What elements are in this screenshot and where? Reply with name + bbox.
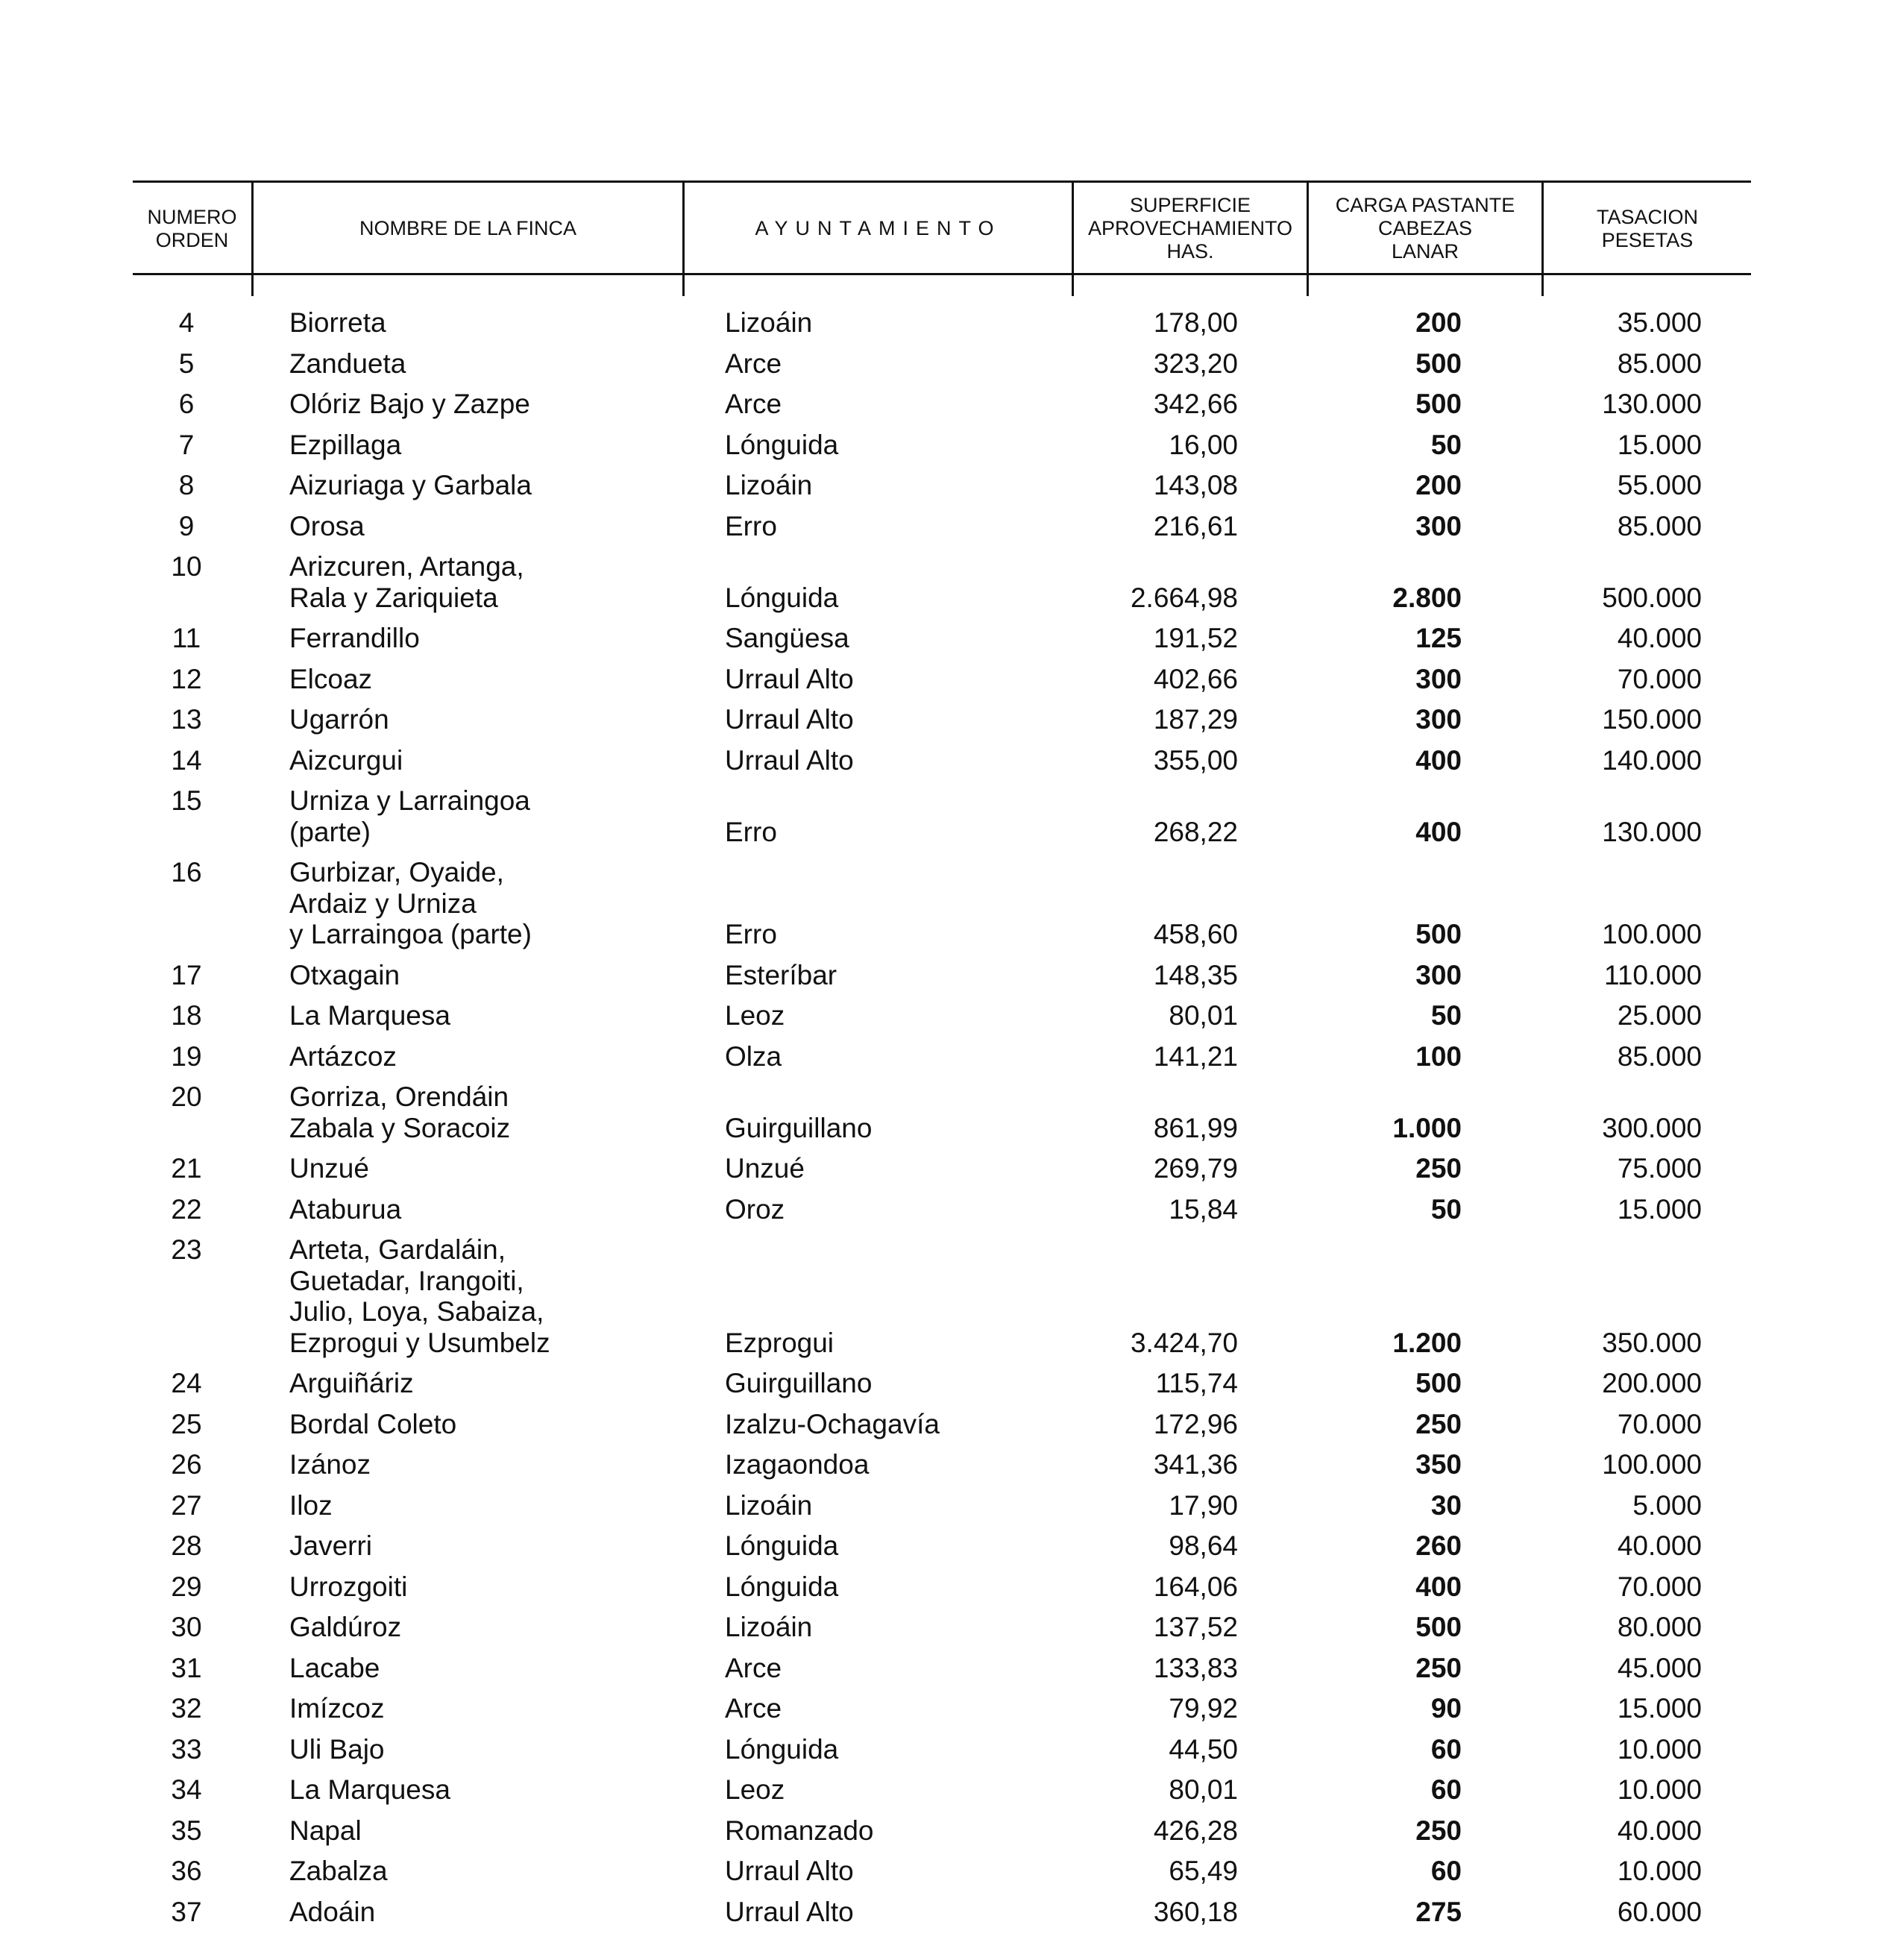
- cell-nombre: Artázcoz: [289, 1040, 397, 1072]
- cell-carga: 200: [1415, 470, 1462, 500]
- cell-superficie: 65,49: [1169, 1856, 1238, 1886]
- cell-numero: 31: [171, 1652, 202, 1683]
- table-row: [0, 1816, 1886, 1846]
- cell-ayuntamiento: Erro: [725, 919, 777, 949]
- table-row-continuation: [0, 1266, 1886, 1296]
- cell-nombre: Uli Bajo: [289, 1733, 385, 1765]
- table-row: [0, 1369, 1886, 1398]
- cell-superficie: 342,66: [1153, 389, 1238, 419]
- cell-nombre: La Marquesa: [289, 1774, 450, 1805]
- header-nombre-finca: NOMBRE DE LA FINCA: [359, 217, 577, 239]
- cell-nombre: Aizuriaga y Garbala: [289, 470, 532, 500]
- cell-nombre: Izánoz: [289, 1449, 371, 1480]
- cell-carga: 300: [1415, 663, 1462, 694]
- cell-numero: 12: [171, 663, 202, 694]
- cell-nombre: Arteta, Gardaláin,: [289, 1234, 506, 1265]
- cell-superficie: 402,66: [1153, 663, 1238, 694]
- cell-numero: 11: [172, 623, 201, 653]
- table-row: [0, 1042, 1886, 1072]
- cell-numero: 28: [171, 1530, 202, 1561]
- cell-superficie: 458,60: [1153, 919, 1238, 949]
- cell-numero: 8: [178, 470, 195, 500]
- cell-ayuntamiento: Arce: [725, 389, 782, 419]
- table-row: [0, 1410, 1886, 1439]
- cell-ayuntamiento: Ezprogui: [725, 1327, 834, 1358]
- cell-ayuntamiento: Lónguida: [725, 582, 839, 613]
- header-superficie: SUPERFICIE APROVECHAMIENTO HAS.: [1087, 194, 1293, 263]
- cell-numero: 29: [171, 1571, 202, 1602]
- cell-carga: 200: [1415, 307, 1462, 338]
- cell-tasacion: 70.000: [1617, 1408, 1702, 1439]
- cell-ayuntamiento: Leoz: [725, 1000, 785, 1031]
- table-row: [0, 1491, 1886, 1521]
- cell-superficie: 141,21: [1153, 1040, 1238, 1072]
- cell-carga: 500: [1415, 348, 1462, 379]
- cell-ayuntamiento: Romanzado: [725, 1815, 874, 1846]
- table-row: [0, 1235, 1886, 1265]
- cell-numero: 20: [171, 1081, 202, 1112]
- cell-nombre: Rala y Zariquieta: [289, 582, 498, 613]
- cell-tasacion: 60.000: [1617, 1896, 1702, 1927]
- table-row: [0, 389, 1886, 419]
- cell-tasacion: 70.000: [1617, 1571, 1702, 1602]
- cell-nombre: Gurbizar, Oyaide,: [289, 857, 504, 888]
- cell-superficie: 3.424,70: [1130, 1327, 1238, 1358]
- table-row: [0, 1531, 1886, 1561]
- table-row: [0, 1775, 1886, 1805]
- cell-ayuntamiento: Lónguida: [725, 429, 839, 460]
- table-row: [0, 1001, 1886, 1031]
- cell-tasacion: 110.000: [1604, 959, 1702, 990]
- cell-ayuntamiento: Unzué: [725, 1153, 805, 1184]
- cell-superficie: 164,06: [1153, 1571, 1238, 1602]
- cell-numero: 10: [171, 551, 202, 582]
- header-numero-orden: NUMERO ORDEN: [147, 205, 237, 251]
- cell-superficie: 861,99: [1153, 1112, 1238, 1143]
- cell-ayuntamiento: Erro: [725, 816, 777, 847]
- cell-superficie: 17,90: [1169, 1489, 1238, 1521]
- table-row: [0, 471, 1886, 500]
- cell-nombre: Zabala y Soracoiz: [289, 1112, 511, 1143]
- cell-nombre: Ataburua: [289, 1193, 402, 1225]
- cell-tasacion: 15.000: [1617, 1193, 1702, 1225]
- table-row: [0, 746, 1886, 776]
- cell-carga: 400: [1415, 744, 1462, 776]
- cell-carga: 90: [1430, 1693, 1462, 1724]
- cell-carga: 100: [1415, 1040, 1462, 1072]
- header-tasacion: TASACION PESETAS: [1596, 205, 1698, 251]
- table-row: [0, 1735, 1886, 1765]
- cell-tasacion: 150.000: [1602, 704, 1702, 735]
- cell-superficie: 137,52: [1153, 1612, 1238, 1642]
- table-row: [0, 430, 1886, 460]
- cell-tasacion: 75.000: [1617, 1153, 1702, 1184]
- cell-nombre: Zabalza: [289, 1856, 388, 1886]
- cell-nombre: Arizcuren, Artanga,: [289, 551, 524, 582]
- cell-nombre: Biorreta: [289, 307, 386, 338]
- cell-superficie: 133,83: [1153, 1652, 1238, 1683]
- cell-superficie: 80,01: [1169, 1000, 1238, 1031]
- cell-tasacion: 40.000: [1617, 1815, 1702, 1846]
- cell-tasacion: 10.000: [1617, 1733, 1702, 1765]
- cell-ayuntamiento: Lónguida: [725, 1733, 839, 1765]
- cell-numero: 23: [171, 1234, 202, 1265]
- cell-numero: 34: [171, 1774, 202, 1805]
- table-row: [0, 624, 1886, 653]
- cell-numero: 25: [171, 1408, 202, 1439]
- cell-tasacion: 45.000: [1617, 1652, 1702, 1683]
- cell-nombre: (parte): [289, 816, 371, 847]
- cell-superficie: 216,61: [1153, 510, 1238, 541]
- cell-ayuntamiento: Oroz: [725, 1193, 785, 1225]
- cell-carga: 275: [1415, 1896, 1462, 1927]
- cell-numero: 14: [171, 744, 202, 776]
- cell-tasacion: 100.000: [1602, 919, 1702, 949]
- cell-nombre: La Marquesa: [289, 1000, 450, 1031]
- table-row-continuation: [0, 1328, 1886, 1358]
- cell-ayuntamiento: Urraul Alto: [725, 704, 854, 735]
- cell-superficie: 426,28: [1153, 1815, 1238, 1846]
- table-row-continuation: [0, 889, 1886, 919]
- cell-superficie: 360,18: [1153, 1896, 1238, 1927]
- table-row: [0, 961, 1886, 990]
- table-row: [0, 858, 1886, 888]
- cell-nombre: Javerri: [289, 1530, 373, 1561]
- table-row: [0, 1653, 1886, 1683]
- cell-nombre: Imízcoz: [289, 1693, 385, 1724]
- cell-carga: 400: [1415, 1571, 1462, 1602]
- table-row-continuation: [0, 920, 1886, 949]
- cell-tasacion: 85.000: [1617, 1040, 1702, 1072]
- table-row: [0, 552, 1886, 582]
- cell-numero: 7: [178, 429, 195, 460]
- cell-nombre: Julio, Loya, Sabaiza,: [289, 1296, 544, 1327]
- cell-ayuntamiento: Lizoáin: [725, 470, 813, 500]
- cell-nombre: Galdúroz: [289, 1612, 402, 1642]
- cell-numero: 18: [171, 1000, 202, 1031]
- cell-ayuntamiento: Urraul Alto: [725, 1896, 854, 1927]
- cell-ayuntamiento: Lónguida: [725, 1571, 839, 1602]
- cell-numero: 32: [171, 1693, 202, 1724]
- table-row: [0, 349, 1886, 379]
- cell-tasacion: 40.000: [1617, 1530, 1702, 1561]
- cell-tasacion: 85.000: [1617, 348, 1702, 379]
- cell-numero: 6: [178, 389, 195, 419]
- cell-ayuntamiento: Urraul Alto: [725, 744, 854, 776]
- cell-superficie: 341,36: [1153, 1449, 1238, 1480]
- cell-tasacion: 15.000: [1617, 429, 1702, 460]
- cell-numero: 13: [171, 704, 202, 735]
- cell-tasacion: 130.000: [1602, 389, 1702, 419]
- cell-carga: 1.200: [1392, 1327, 1462, 1358]
- cell-carga: 500: [1415, 1368, 1462, 1398]
- cell-superficie: 355,00: [1153, 744, 1238, 776]
- cell-carga: 125: [1415, 623, 1462, 653]
- table-row: [0, 1856, 1886, 1886]
- header-carga-pastante: CARGA PASTANTE CABEZAS LANAR: [1335, 194, 1515, 263]
- cell-carga: 60: [1430, 1733, 1462, 1765]
- cell-superficie: 178,00: [1153, 307, 1238, 338]
- cell-carga: 1.000: [1392, 1112, 1462, 1143]
- cell-numero: 22: [171, 1193, 202, 1225]
- cell-numero: 16: [171, 857, 202, 888]
- cell-numero: 5: [178, 348, 195, 379]
- cell-numero: 27: [171, 1489, 202, 1521]
- cell-tasacion: 55.000: [1617, 470, 1702, 500]
- cell-carga: 300: [1415, 510, 1462, 541]
- table-row: [0, 308, 1886, 338]
- cell-superficie: 44,50: [1169, 1733, 1238, 1765]
- cell-numero: 36: [171, 1856, 202, 1886]
- cell-tasacion: 85.000: [1617, 510, 1702, 541]
- cell-nombre: Elcoaz: [289, 663, 373, 694]
- cell-ayuntamiento: Izagaondoa: [725, 1449, 870, 1480]
- cell-numero: 4: [178, 307, 195, 338]
- table-row: [0, 512, 1886, 541]
- table-row: [0, 1195, 1886, 1225]
- cell-carga: 30: [1430, 1489, 1462, 1521]
- cell-ayuntamiento: Urraul Alto: [725, 663, 854, 694]
- cell-ayuntamiento: Arce: [725, 348, 782, 379]
- header-ayuntamiento: AYUNTAMIENTO: [755, 217, 1002, 239]
- cell-superficie: 268,22: [1153, 816, 1238, 847]
- cell-nombre: Guetadar, Irangoiti,: [289, 1265, 524, 1296]
- cell-carga: 300: [1415, 704, 1462, 735]
- table-row: [0, 705, 1886, 735]
- cell-ayuntamiento: Lónguida: [725, 1530, 839, 1561]
- cell-carga: 500: [1415, 1612, 1462, 1642]
- cell-tasacion: 25.000: [1617, 1000, 1702, 1031]
- cell-nombre: Bordal Coleto: [289, 1408, 457, 1439]
- cell-ayuntamiento: Olza: [725, 1040, 782, 1072]
- table-row-continuation: [0, 1297, 1886, 1327]
- table-row-continuation: [0, 817, 1886, 847]
- cell-ayuntamiento: Arce: [725, 1693, 782, 1724]
- cell-nombre: Urniza y Larraingoa: [289, 785, 530, 816]
- cell-numero: 37: [171, 1896, 202, 1927]
- cell-ayuntamiento: Guirguillano: [725, 1112, 873, 1143]
- table-row: [0, 1082, 1886, 1112]
- cell-nombre: Gorriza, Orendáin: [289, 1081, 509, 1112]
- cell-tasacion: 130.000: [1602, 816, 1702, 847]
- cell-ayuntamiento: Esteríbar: [725, 959, 837, 990]
- cell-superficie: 191,52: [1153, 623, 1238, 653]
- table-row-continuation: [0, 1114, 1886, 1143]
- cell-nombre: Unzué: [289, 1153, 369, 1184]
- cell-carga: 400: [1415, 816, 1462, 847]
- cell-ayuntamiento: Leoz: [725, 1774, 785, 1805]
- cell-ayuntamiento: Izalzu-Ochagavía: [725, 1408, 940, 1439]
- cell-ayuntamiento: Lizoáin: [725, 1612, 813, 1642]
- cell-superficie: 16,00: [1169, 429, 1238, 460]
- cell-carga: 60: [1430, 1774, 1462, 1805]
- cell-nombre: Iloz: [289, 1489, 333, 1521]
- cell-tasacion: 35.000: [1617, 307, 1702, 338]
- table-row: [0, 1450, 1886, 1480]
- cell-numero: 21: [171, 1153, 202, 1184]
- cell-numero: 30: [171, 1612, 202, 1642]
- cell-nombre: Zandueta: [289, 348, 406, 379]
- cell-carga: 50: [1430, 1193, 1462, 1225]
- cell-nombre: Olóriz Bajo y Zazpe: [289, 389, 530, 419]
- cell-nombre: Ezpillaga: [289, 429, 402, 460]
- cell-numero: 17: [171, 959, 202, 990]
- cell-carga: 250: [1415, 1815, 1462, 1846]
- cell-tasacion: 500.000: [1602, 582, 1702, 613]
- cell-nombre: Otxagain: [289, 959, 400, 990]
- cell-tasacion: 10.000: [1617, 1774, 1702, 1805]
- cell-superficie: 172,96: [1153, 1408, 1238, 1439]
- cell-superficie: 2.664,98: [1130, 582, 1238, 613]
- cell-tasacion: 80.000: [1617, 1612, 1702, 1642]
- cell-superficie: 115,74: [1155, 1368, 1238, 1398]
- table-row: [0, 1694, 1886, 1724]
- cell-tasacion: 70.000: [1617, 663, 1702, 694]
- cell-ayuntamiento: Guirguillano: [725, 1368, 873, 1398]
- cell-superficie: 148,35: [1153, 959, 1238, 990]
- cell-tasacion: 100.000: [1602, 1449, 1702, 1480]
- cell-superficie: 143,08: [1153, 470, 1238, 500]
- cell-nombre: y Larraingoa (parte): [289, 919, 532, 949]
- cell-nombre: Arguiñáriz: [289, 1368, 414, 1398]
- cell-nombre: Ferrandillo: [289, 623, 420, 653]
- cell-ayuntamiento: Lizoáin: [725, 307, 813, 338]
- cell-superficie: 79,92: [1169, 1693, 1238, 1724]
- cell-superficie: 15,84: [1169, 1193, 1238, 1225]
- cell-superficie: 323,20: [1153, 348, 1238, 379]
- cell-carga: 50: [1430, 429, 1462, 460]
- table-row: [0, 665, 1886, 694]
- cell-nombre: Napal: [289, 1815, 362, 1846]
- cell-nombre: Ugarrón: [289, 704, 389, 735]
- cell-nombre: Aizcurgui: [289, 744, 403, 776]
- cell-ayuntamiento: Erro: [725, 510, 777, 541]
- cell-tasacion: 300.000: [1602, 1112, 1702, 1143]
- cell-carga: 250: [1415, 1153, 1462, 1184]
- cell-tasacion: 10.000: [1617, 1856, 1702, 1886]
- cell-tasacion: 350.000: [1602, 1327, 1702, 1358]
- cell-ayuntamiento: Lizoáin: [725, 1489, 813, 1521]
- cell-carga: 500: [1415, 919, 1462, 949]
- table-row: [0, 1612, 1886, 1642]
- table-row: [0, 1572, 1886, 1602]
- cell-tasacion: 140.000: [1602, 744, 1702, 776]
- table-row-continuation: [0, 583, 1886, 613]
- cell-tasacion: 5.000: [1632, 1489, 1702, 1521]
- cell-carga: 260: [1415, 1530, 1462, 1561]
- cell-superficie: 80,01: [1169, 1774, 1238, 1805]
- cell-ayuntamiento: Arce: [725, 1652, 782, 1683]
- cell-carga: 2.800: [1392, 582, 1462, 613]
- cell-carga: 300: [1415, 959, 1462, 990]
- cell-superficie: 98,64: [1169, 1530, 1238, 1561]
- cell-numero: 15: [171, 785, 202, 816]
- cell-nombre: Adoáin: [289, 1896, 376, 1927]
- cell-carga: 60: [1430, 1856, 1462, 1886]
- cell-tasacion: 15.000: [1617, 1693, 1702, 1724]
- cell-carga: 350: [1415, 1449, 1462, 1480]
- cell-carga: 250: [1415, 1408, 1462, 1439]
- table-row: [0, 1154, 1886, 1184]
- cell-nombre: Lacabe: [289, 1652, 380, 1683]
- cell-superficie: 269,79: [1153, 1153, 1238, 1184]
- cell-nombre: Urrozgoiti: [289, 1571, 408, 1602]
- cell-numero: 26: [171, 1449, 202, 1480]
- table-row: [0, 786, 1886, 816]
- cell-numero: 35: [171, 1815, 202, 1846]
- cell-carga: 50: [1430, 1000, 1462, 1031]
- cell-superficie: 187,29: [1153, 704, 1238, 735]
- cell-numero: 19: [171, 1040, 202, 1072]
- table-row: [0, 1897, 1886, 1927]
- cell-numero: 33: [171, 1733, 202, 1765]
- cell-carga: 500: [1415, 389, 1462, 419]
- cell-numero: 9: [178, 510, 195, 541]
- cell-tasacion: 40.000: [1617, 623, 1702, 653]
- cell-ayuntamiento: Sangüesa: [725, 623, 849, 653]
- cell-nombre: Ardaiz y Urniza: [289, 888, 477, 919]
- cell-nombre: Orosa: [289, 510, 365, 541]
- cell-carga: 250: [1415, 1652, 1462, 1683]
- cell-numero: 24: [171, 1368, 202, 1398]
- cell-ayuntamiento: Urraul Alto: [725, 1856, 854, 1886]
- cell-tasacion: 200.000: [1602, 1368, 1702, 1398]
- cell-nombre: Ezprogui y Usumbelz: [289, 1327, 550, 1358]
